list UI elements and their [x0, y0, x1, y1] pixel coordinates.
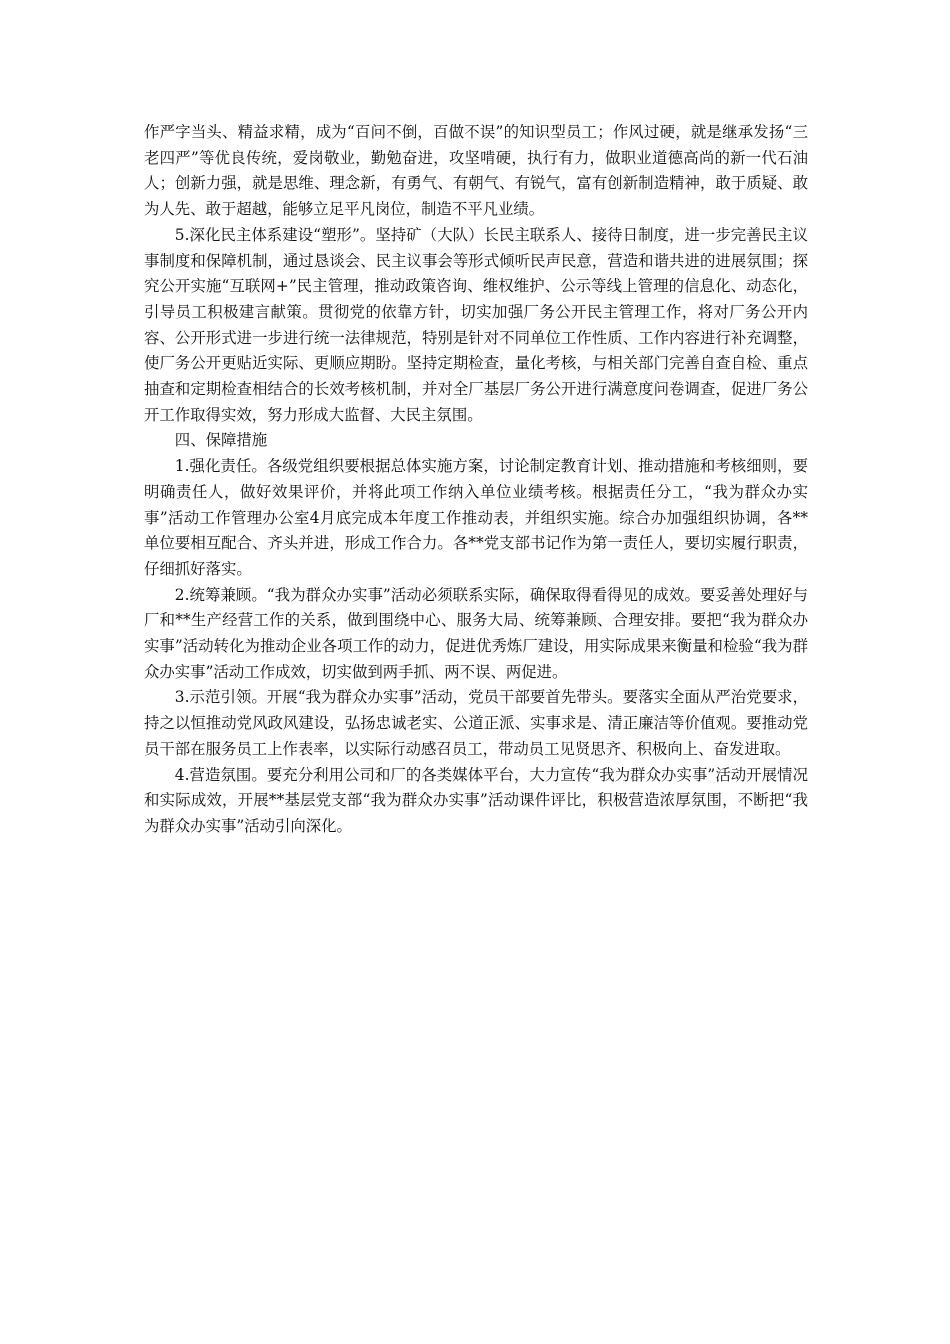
- paragraph-item-4: 4.营造氛围。要充分利用公司和厂的各类媒体平台，大力宣传“我为群众办实事”活动开展情况和实际成效，开展**基层党支部“我为群众办实事”活动课件评比，积极营造浓厚氛围，不断把“我为群众办实事”活动引向深化。: [144, 765, 808, 835]
- section-heading: 四、保障措施: [174, 431, 268, 450]
- paragraph-item-3: 3.示范引领。开展“我为群众办实事”活动，党员干部要首先带头。要落实全面从严治党要求，持之以恒推动党风政风建设，弘扬忠诚老实、公道正派、实事求是、清正廉洁等价值观。要推动党员干部在服务员工上作表率，以实际行动感召员工，带动员工见贤思齐、积极向上、奋发进取。: [144, 688, 808, 758]
- paragraph-item-2: 2.统筹兼顾。“我为群众办实事”活动必须联系实际，确保取得看得见的成效。要妥善处理好与厂和**生产经营工作的关系，做到围绕中心、服务大局、统筹兼顾、合理安排。要把“我为群众办实事”活动转化为推动企业各项工作的动力，促进优秀炼厂建设，用实际成果来衡量和检验“我为群众办实事”活动工作成效，切实做到两手抓、两不误、两促进。: [144, 585, 808, 681]
- document-body: [144, 120, 808, 840]
- paragraph-item-5: 5.深化民主体系建设“塑形”。坚持矿（大队）长民主联系人、接待日制度，进一步完善民主议事制度和保障机制，通过恳谈会、民主议事会等形式倾听民声民意，营造和谐共进的进展氛围；探究公开实施“互联网+”民主管理，推动政策咨询、维权维护、公示等线上管理的信息化、动态化，引导员工积极建言献策。贯彻党的依靠方针，切实加强厂务公开民主管理工作，将对厂务公开内容、公开形式进一步进行统一法律规范，特别是针对不同单位工作性质、工作内容进行补充调整，使厂务公开更贴近实际、更顺应期盼。坚持定期检查，量化考核，与相关部门完善自查自检、重点抽查和定期检查相结合的长效考核机制，并对全厂基层厂务公开进行满意度问卷调查，促进厂务公开工作取得实效，努力形成大监督、大民主氛围。: [144, 225, 808, 424]
- paragraph-item-1: 1.强化责任。各级党组织要根据总体实施方案，讨论制定教育计划、推动措施和考核细则，要明确责任人，做好效果评价，并将此项工作纳入单位业绩考核。根据责任分工，“我为群众办实事”活动工作管理办公室4月底完成本年度工作推动表，并组织实施。综合办加强组织协调，各**单位要相互配合、齐头并进，形成工作合力。各**党支部书记作为第一责任人，要切实履行职责，仔细抓好落实。: [144, 457, 808, 578]
- paragraph-continuation: 作严字当头、精益求精，成为“百问不倒，百做不误”的知识型员工；作风过硬，就是继承发扬“三老四严”等优良传统，爱岗敬业，勤勉奋进，攻坚啃硬，执行有力，做职业道德高尚的新一代石油人；创新力强，就是思维、理念新，有勇气、有朝气、有锐气，富有创新制造精神，敢于质疑、敢为人先、敢于超越，能够立足平凡岗位，制造不平凡业绩。: [144, 123, 808, 219]
